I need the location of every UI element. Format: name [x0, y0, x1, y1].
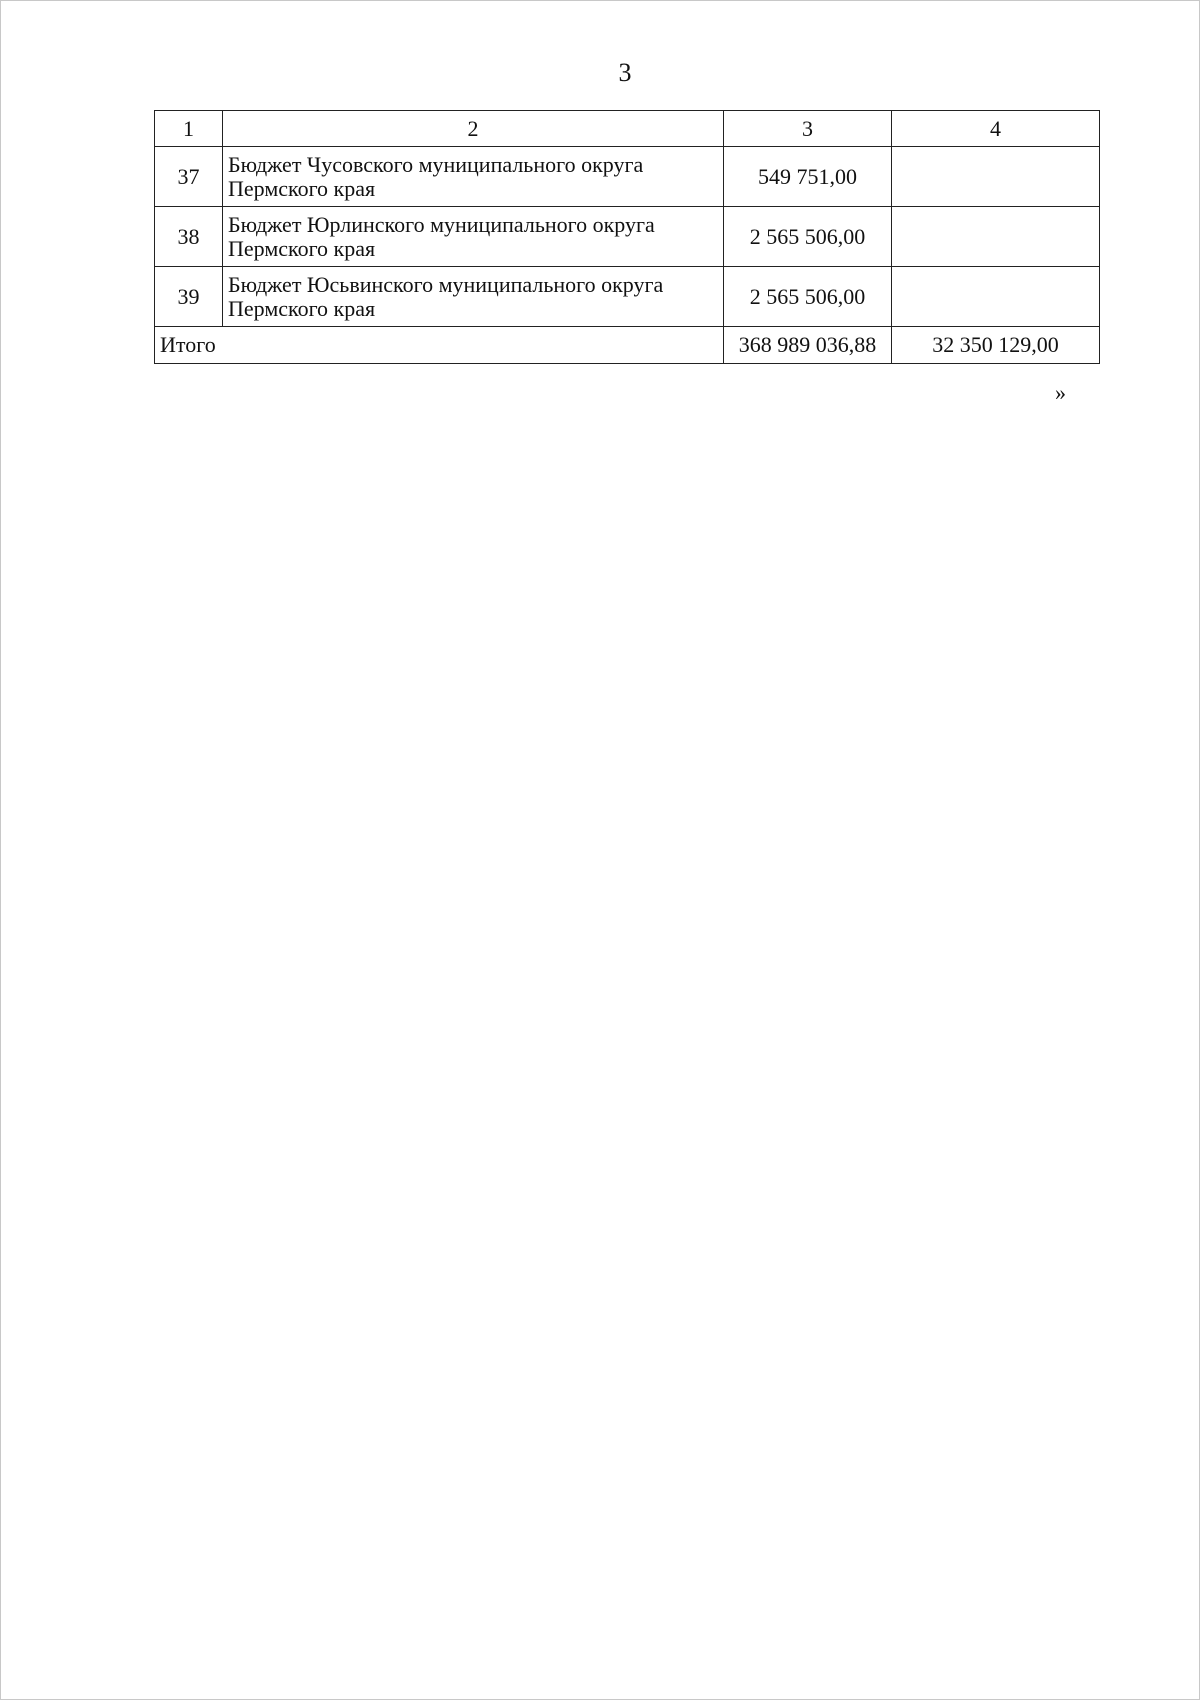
- page-number: 3: [618, 58, 632, 87]
- budget-table: [154, 110, 1100, 364]
- total-label: Итого: [155, 327, 724, 364]
- row-number: 38: [155, 207, 223, 267]
- header-cell-4: 4: [892, 111, 1100, 147]
- table-header-row: [155, 111, 1100, 147]
- closing-quote-mark: »: [1055, 380, 1066, 405]
- table-row: [155, 267, 1100, 327]
- amount-column-3: 2 565 506,00: [724, 207, 892, 267]
- budget-name: Бюджет Юрлинского муниципального округа Пермского края: [223, 207, 724, 267]
- amount-column-3: 549 751,00: [724, 147, 892, 207]
- total-amount-column-4: 32 350 129,00: [892, 327, 1100, 364]
- budget-name: Бюджет Юсьвинского муниципального округа Пермского края: [223, 267, 724, 327]
- amount-column-4: [892, 207, 1100, 267]
- table-row: [155, 147, 1100, 207]
- header-cell-1: 1: [155, 111, 223, 147]
- amount-column-4: [892, 267, 1100, 327]
- header-cell-3: 3: [724, 111, 892, 147]
- budget-name: Бюджет Чусовского муниципального округа Пермского края: [223, 147, 724, 207]
- header-cell-2: 2: [223, 111, 724, 147]
- amount-column-4: [892, 147, 1100, 207]
- total-amount-column-3: 368 989 036,88: [724, 327, 892, 364]
- table-row: [155, 207, 1100, 267]
- amount-column-3: 2 565 506,00: [724, 267, 892, 327]
- total-row: [155, 327, 1100, 364]
- row-number: 37: [155, 147, 223, 207]
- row-number: 39: [155, 267, 223, 327]
